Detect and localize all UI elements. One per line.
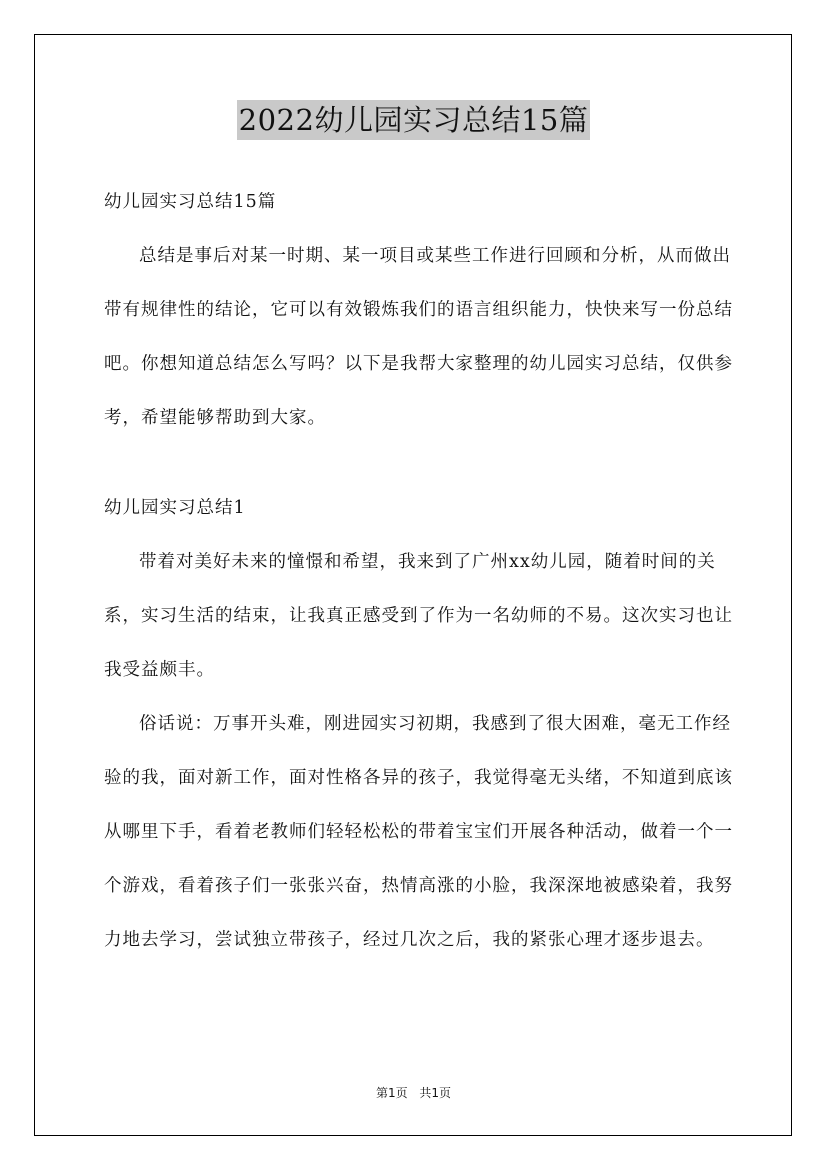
page-footer	[0, 1084, 827, 1101]
document-title: 2022幼儿园实习总结15篇	[237, 100, 591, 140]
page-total: 共1页	[419, 1086, 452, 1100]
document-body	[104, 175, 744, 967]
body-paragraph-2: 俗话说：万事开头难，刚进园实习初期，我感到了很大困难，毫无工作经验的我，面对新工作，面对性格各异的孩子，我觉得毫无头绪，不知道到底该从哪里下手，看着老教师们轻轻松松的带着宝宝们开展各种活动，做着一个一个游戏，看着孩子们一张张兴奋，热情高涨的小脸，我深深地被感染着，我努力地去学习，尝试独立带孩子，经过几次之后，我的紧张心理才逐步退去。	[104, 714, 733, 950]
page-number: 第1页	[375, 1086, 408, 1100]
intro-paragraph: 总结是事后对某一时期、某一项目或某些工作进行回顾和分析，从而做出带有规律性的结论，它可以有效锻炼我们的语言组织能力，快快来写一份总结吧。你想知道总结怎么写吗？以下是我帮大家整理的幼儿园实习总结，仅供参考，希望能够帮助到大家。	[104, 246, 733, 428]
body-paragraph-1: 带着对美好未来的憧憬和希望，我来到了广州xx幼儿园，随着时间的关系，实习生活的结束，让我真正感受到了作为一名幼师的不易。这次实习也让我受益颇丰。	[104, 552, 733, 680]
section-heading: 幼儿园实习总结1	[104, 498, 246, 518]
section-gap	[104, 445, 744, 481]
document-subtitle: 幼儿园实习总结15篇	[104, 192, 277, 212]
title-container	[0, 100, 827, 140]
